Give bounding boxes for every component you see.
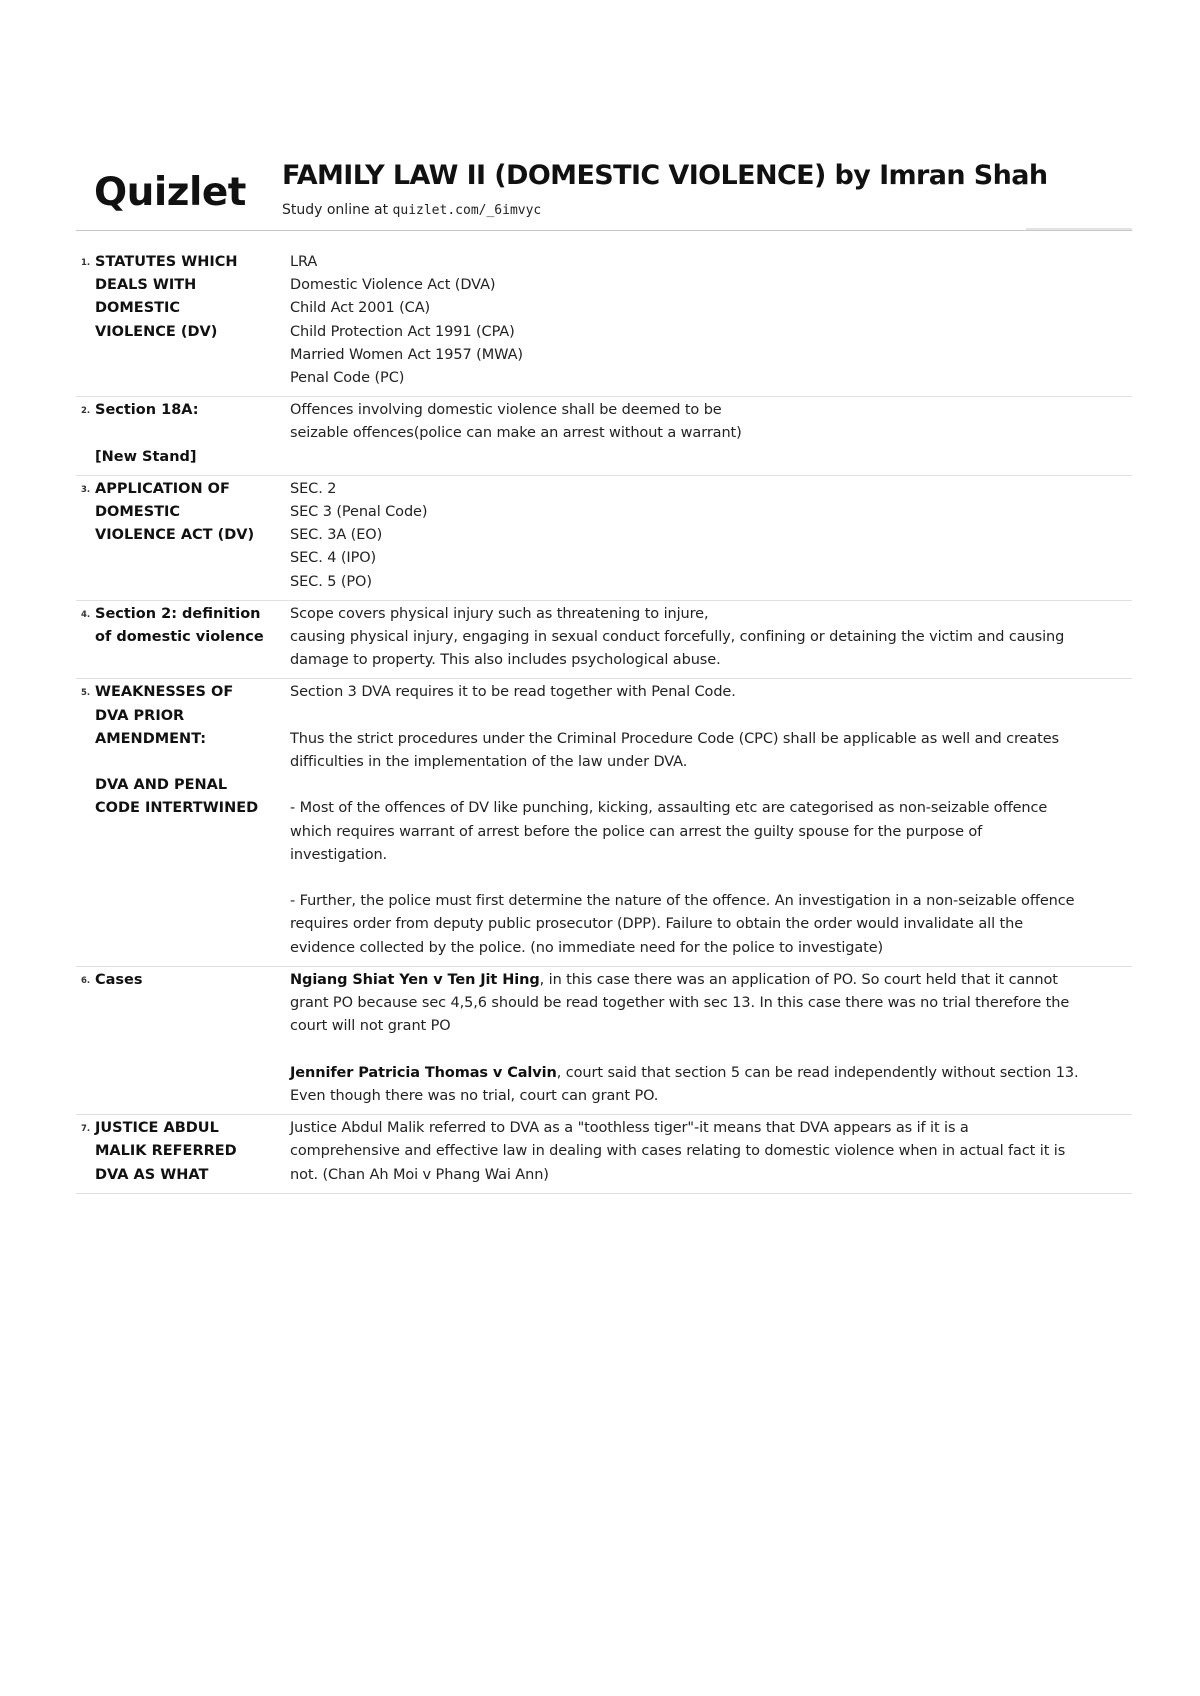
flashcard-row bbox=[76, 601, 1132, 680]
study-online-line bbox=[282, 202, 541, 218]
card-term: Section 2: definition of domestic violence bbox=[95, 605, 264, 646]
card-number: 3. bbox=[81, 484, 91, 495]
flashcard-row bbox=[76, 967, 1132, 1115]
case-name: Jennifer Patricia Thomas v Calvin bbox=[290, 1064, 557, 1081]
header-divider-accent bbox=[1026, 228, 1132, 230]
flashcard-row bbox=[76, 249, 1132, 397]
card-term: WEAKNESSES OF DVA PRIOR AMENDMENT: DVA AND PENAL CODE INTERTWINED bbox=[95, 684, 259, 817]
study-online-text: Study online at bbox=[282, 202, 393, 218]
card-term: APPLICATION OF DOMESTIC VIOLENCE ACT (DV) bbox=[95, 480, 255, 544]
card-definition: Scope covers physical injury such as threatening to injure, causing physical injury, engaging in sexual conduct forcefully, confining or detaining the victim and causing damage to property. This also includes psychological abuse. bbox=[290, 605, 1065, 669]
card-definition: Offences involving domestic violence shall be deemed to be seizable offences(police can make an arrest without a warrant) bbox=[290, 402, 742, 442]
card-term: STATUTES WHICH DEALS WITH DOMESTIC VIOLENCE (DV) bbox=[95, 254, 238, 340]
card-term: Cases bbox=[95, 971, 143, 988]
card-number: 2. bbox=[81, 406, 91, 417]
quizlet-logo: Quizlet bbox=[94, 170, 246, 215]
card-term: Section 18A: [New Stand] bbox=[95, 402, 199, 465]
card-number: 1. bbox=[81, 258, 91, 268]
card-term: JUSTICE ABDUL MALIK REFERRED DVA AS WHAT bbox=[95, 1120, 237, 1183]
header-divider bbox=[76, 230, 1132, 231]
flashcard-row bbox=[76, 476, 1132, 601]
case-name: Ngiang Shiat Yen v Ten Jit Hing bbox=[290, 971, 540, 988]
card-definition: Section 3 DVA requires it to be read together with Penal Code. Thus the strict procedures under the Criminal Procedure Code (CPC) shall be applicable as well and creates difficulties in the implementation of the law under DVA. - Most of the offences of DV like punching, kicking, assaulting etc are categorised as non-seizable offence which requires warrant of arrest before the police can arrest the guilty spouse for the purpose of investigation. - Further, the police must first determine the nature of the offence. An investigation in a non-seizable offence requires order from deputy public prosecutor (DPP). Failure to obtain the order would invalidate all the evidence collected by the police. (no immediate need for the police to investigate) bbox=[290, 684, 1075, 956]
page-title: FAMILY LAW II (DOMESTIC VIOLENCE) by Imran Shah bbox=[282, 160, 1048, 191]
study-online-link[interactable]: quizlet.com/_6imvyc bbox=[392, 203, 542, 218]
flashcard-row bbox=[76, 679, 1132, 966]
card-number: 5. bbox=[81, 688, 91, 699]
card-definition bbox=[290, 969, 1132, 1108]
card-number: 6. bbox=[81, 975, 91, 986]
document-header bbox=[76, 150, 1132, 230]
flashcard-list bbox=[76, 249, 1132, 1194]
case-summary: , in this case there was an application of PO. So court held that it cannot grant PO because sec 4,5,6 should be read together with sec 13. In this case there was no trial therefore the court will not grant PO bbox=[290, 971, 1070, 1035]
flashcard-row bbox=[76, 397, 1132, 476]
card-number: 4. bbox=[81, 609, 91, 620]
card-definition: LRA Domestic Violence Act (DVA) Child Act 2001 (CA) Child Protection Act 1991 (CPA) Married Women Act 1957 (MWA) Penal Code (PC) bbox=[290, 254, 523, 387]
card-definition: SEC. 2 SEC 3 (Penal Code) SEC. 3A (EO) SEC. 4 (IPO) SEC. 5 (PO) bbox=[290, 480, 428, 590]
flashcard-row bbox=[76, 1115, 1132, 1194]
card-number: 7. bbox=[81, 1124, 91, 1135]
card-definition: Justice Abdul Malik referred to DVA as a "toothless tiger"-it means that DVA appears as if it is a comprehensive and effective law in dealing with cases relating to domestic violence when in actual fact it is not. (Chan Ah Moi v Phang Wai Ann) bbox=[290, 1120, 1066, 1183]
case-summary: , court said that section 5 can be read independently without section 13. Even though there was no trial, court can grant PO. bbox=[290, 1064, 1079, 1104]
